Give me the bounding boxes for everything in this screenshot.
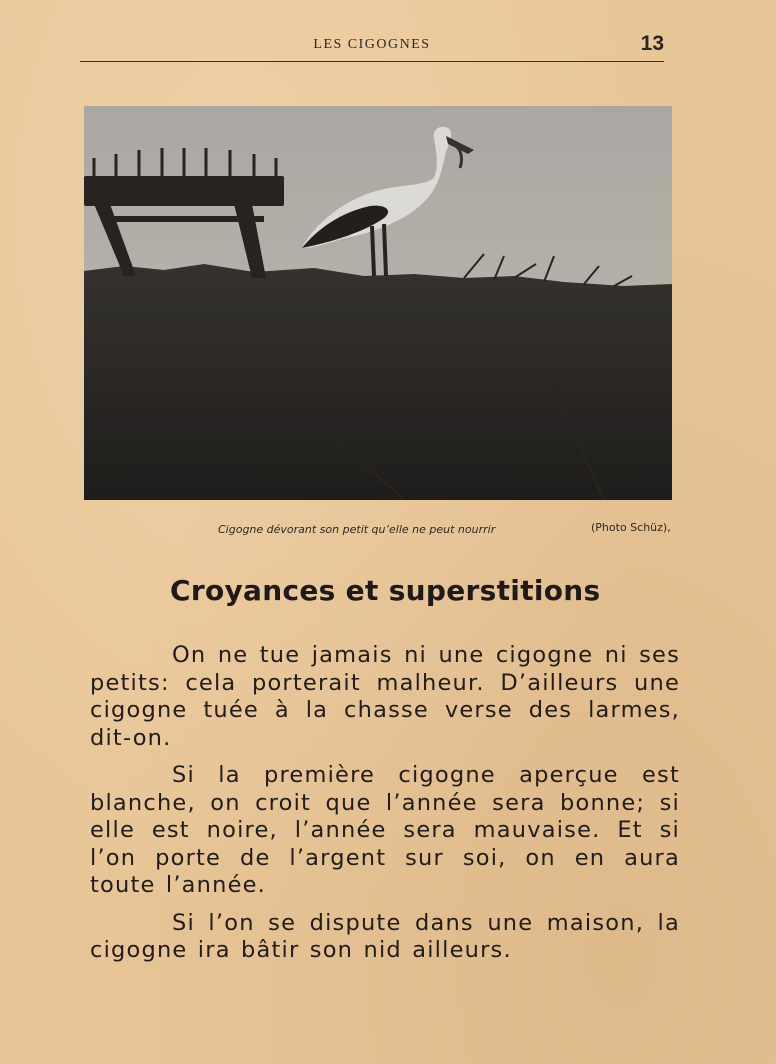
stork-photo	[84, 106, 672, 500]
section-title: Croyances et superstitions	[170, 574, 601, 607]
paragraph: Si l’on se dispute dans une maison, la cigogne ira bâtir son nid ailleurs.	[90, 909, 680, 963]
body-text	[90, 642, 680, 975]
running-head	[80, 34, 664, 60]
header-rule	[80, 61, 664, 62]
photo-credit: (Photo Schüz),	[591, 521, 671, 534]
photo-caption: Cigogne dévorant son petit qu’elle ne peut nourrir	[218, 523, 496, 536]
running-title: LES CIGOGNES	[313, 37, 431, 52]
stork-on-nest-photo-icon	[84, 106, 672, 500]
paragraph: Si la première cigogne aperçue est blanche, on croit que l’année sera bonne; si elle est noire, l’année sera mauvaise. Et si l’on porte de l’argent sur soi, on en aura toute l’année.	[90, 762, 680, 898]
page-number: 13	[640, 32, 664, 55]
paragraph: On ne tue jamais ni une cigogne ni ses petits: cela porterait malheur. D’ailleurs une cigogne tuée à la chasse verse des larmes, dit-on.	[90, 642, 680, 751]
